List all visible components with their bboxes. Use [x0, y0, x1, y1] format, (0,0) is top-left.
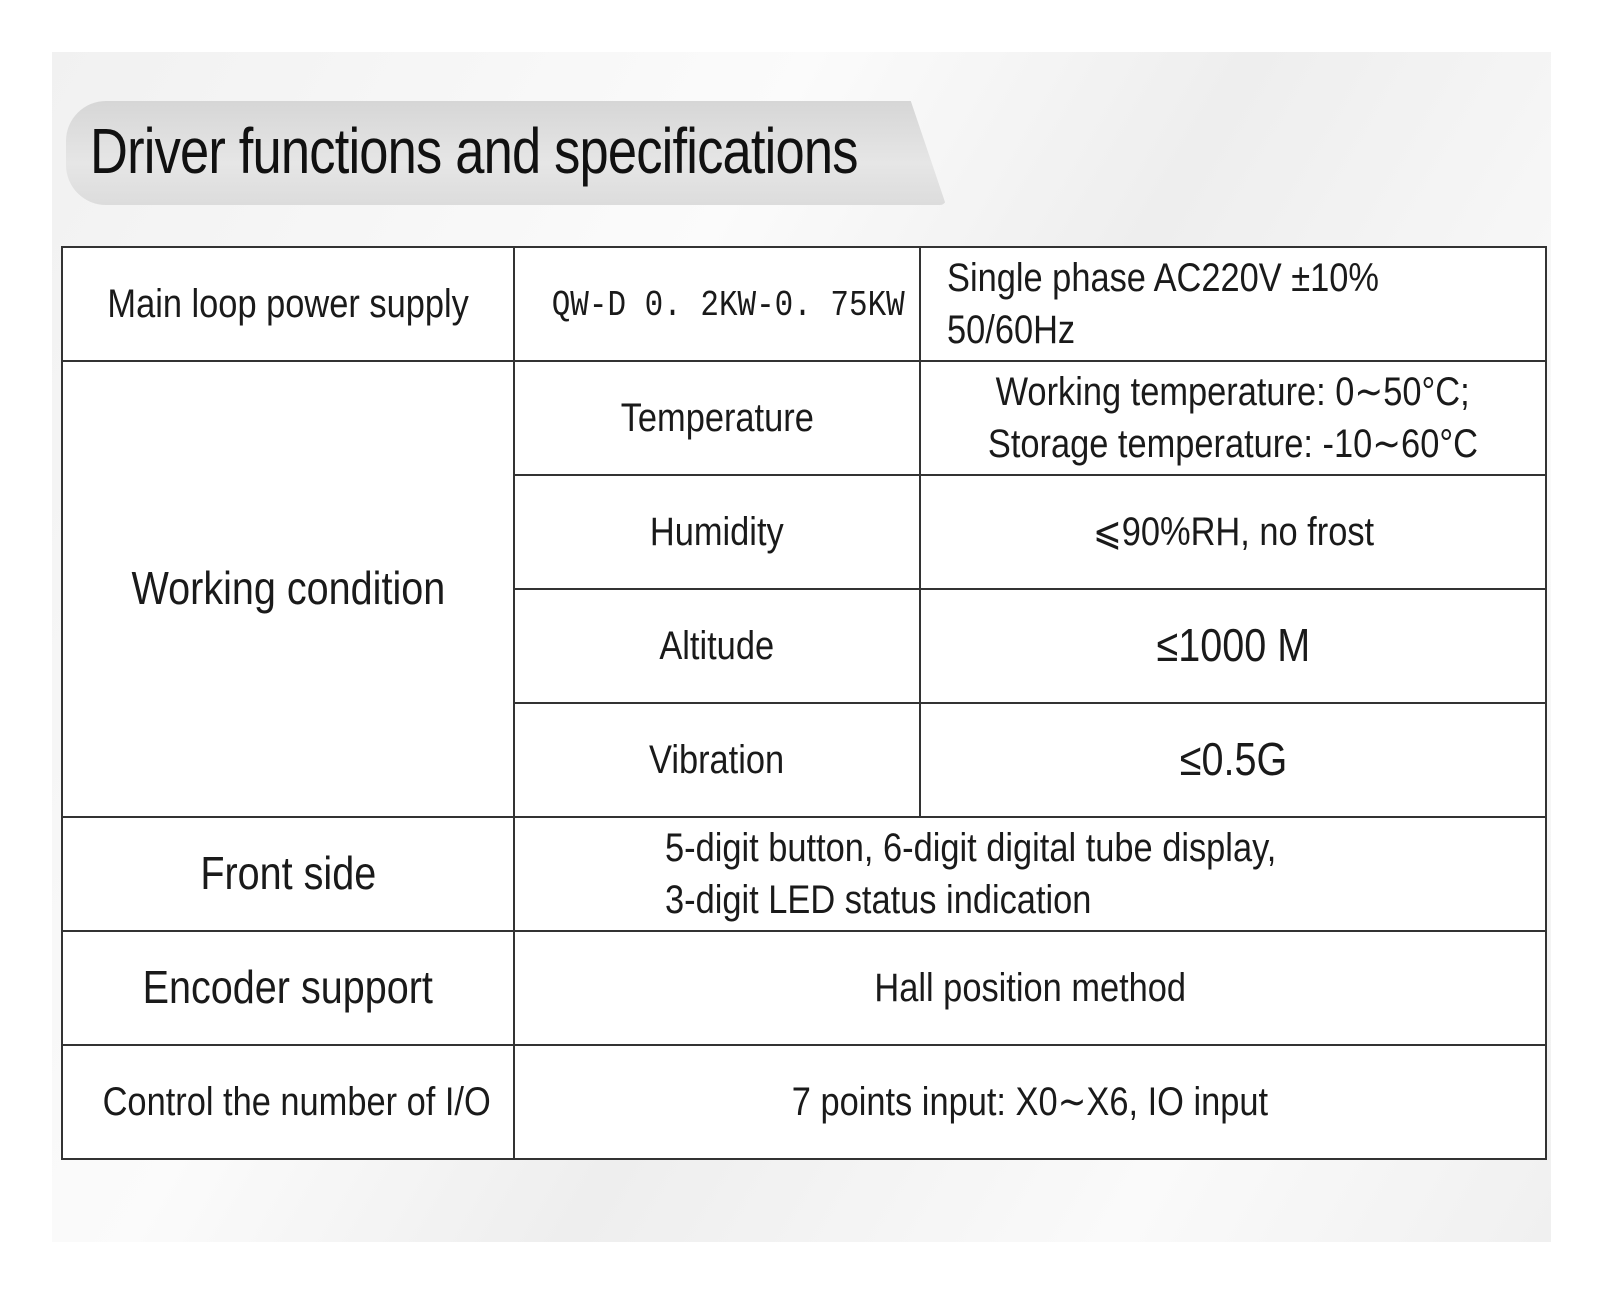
specifications-table: [61, 246, 1547, 1160]
temperature-label: Temperature: [620, 396, 814, 440]
encoder-label: Encoder support: [142, 960, 434, 1013]
temperature-value-line1: Working temperature: 0∼50°C;: [995, 370, 1471, 414]
vibration-value-cell: [920, 703, 1546, 817]
power-value-line2: 50/60Hz: [947, 308, 1076, 352]
power-label-cell: [62, 247, 514, 361]
front-side-label: Front side: [200, 846, 376, 899]
humidity-label: Humidity: [650, 510, 784, 554]
temperature-label-cell: [514, 361, 920, 475]
io-value: 7 points input: X0∼X6, IO input: [791, 1080, 1269, 1124]
vibration-label-cell: [514, 703, 920, 817]
altitude-label: Altitude: [659, 624, 775, 668]
power-model-cell: [514, 247, 920, 361]
vibration-label: Vibration: [649, 738, 785, 782]
table-row-front-side: [62, 817, 1546, 931]
encoder-value: Hall position method: [874, 966, 1186, 1010]
table-row-io: [62, 1045, 1546, 1159]
humidity-label-cell: [514, 475, 920, 589]
page-title: Driver functions and specifications: [90, 115, 858, 187]
temperature-value-cell: [920, 361, 1546, 475]
power-model: QW-D 0. 2KW-0. 75KW: [551, 285, 905, 326]
io-label: Control the number of I/O: [102, 1080, 491, 1124]
front-side-value-line2: 3-digit LED status indication: [665, 878, 1092, 922]
humidity-value: ⩽90%RH, no frost: [1092, 510, 1374, 554]
humidity-value-cell: [920, 475, 1546, 589]
table-row-encoder: [62, 931, 1546, 1045]
altitude-value: ≤1000 M: [1156, 618, 1310, 671]
io-label-cell: [62, 1045, 514, 1159]
altitude-label-cell: [514, 589, 920, 703]
encoder-label-cell: [62, 931, 514, 1045]
power-label: Main loop power supply: [107, 282, 469, 326]
altitude-value-cell: [920, 589, 1546, 703]
power-value-line1: Single phase AC220V ±10%: [947, 256, 1379, 300]
encoder-value-cell: [514, 931, 1546, 1045]
table-row-power: [62, 247, 1546, 361]
working-condition-label-cell: [62, 361, 514, 817]
front-side-label-cell: [62, 817, 514, 931]
temperature-value-line2: Storage temperature: -10∼60°C: [987, 422, 1479, 466]
working-condition-label: Working condition: [131, 561, 445, 614]
power-value-cell: [920, 247, 1546, 361]
vibration-value: ≤0.5G: [1179, 732, 1287, 785]
io-value-cell: [514, 1045, 1546, 1159]
table-row-temperature: [62, 361, 1546, 475]
front-side-value-line1: 5-digit button, 6-digit digital tube display,: [665, 826, 1277, 870]
front-side-value-cell: [514, 817, 1546, 931]
